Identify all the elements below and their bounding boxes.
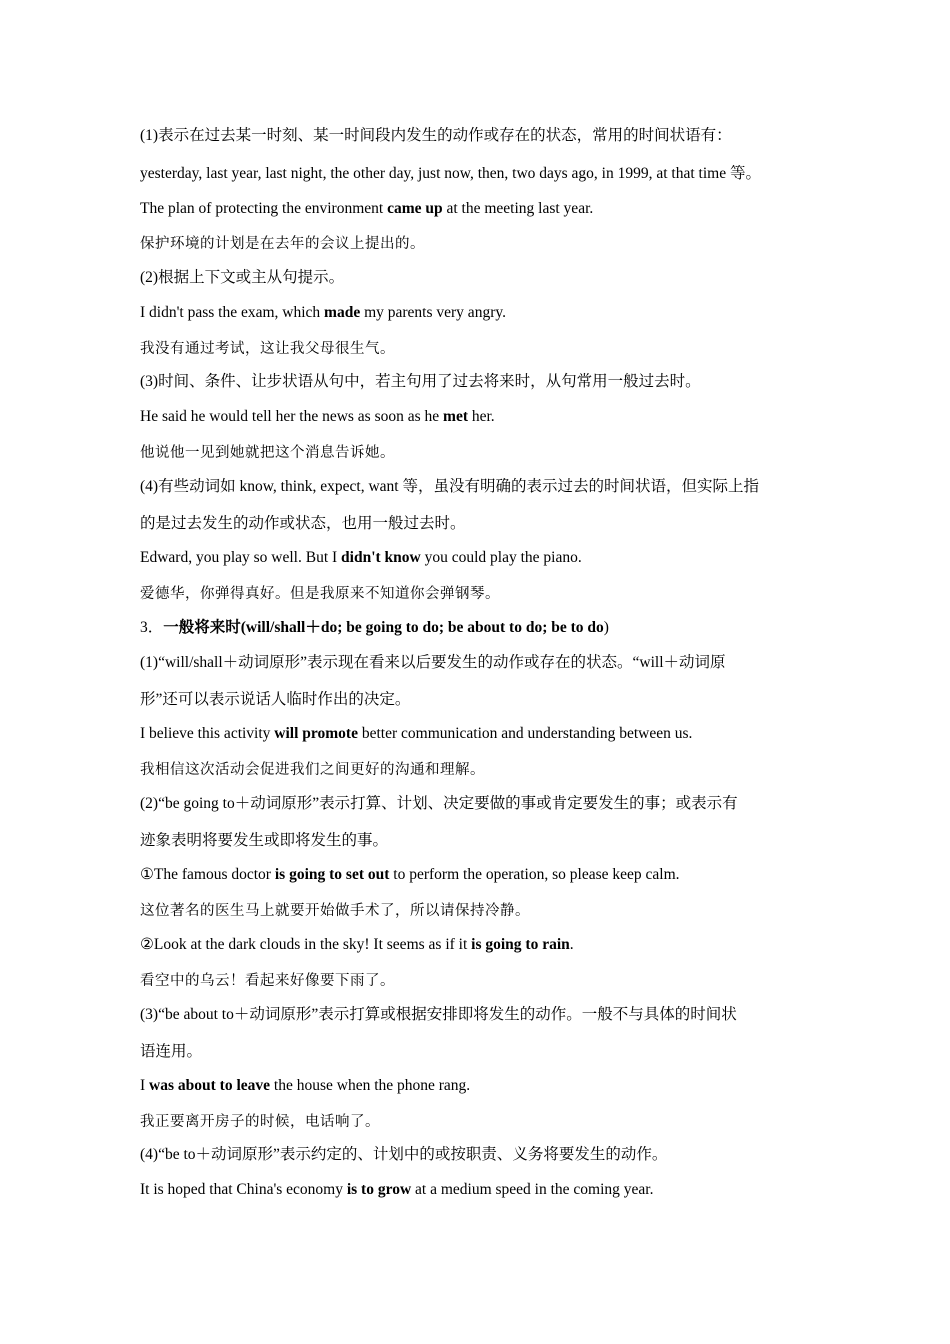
highlighted-verb: is going to rain	[471, 936, 570, 953]
paragraph-past-usage-4-cont: 的是过去发生的动作或状态，也用一般过去时。	[140, 515, 466, 532]
paragraph-past-usage-4: (4)有些动词如 know, think, expect, want 等，虽没有明确的表示过去的时间状语，但实际上指	[140, 478, 759, 495]
example-translation: 看空中的乌云！看起来好像要下雨了。	[140, 973, 395, 989]
example-translation: 他说他一见到她就把这个消息告诉她。	[140, 445, 395, 461]
paragraph-future-usage-3: (3)“be about to＋动词原形”表示打算或根据安排即将发生的动作。一般不与具体的时间状	[140, 1006, 737, 1023]
paragraph-past-usage-3: (3)时间、条件、让步状语从句中，若主句用了过去将来时，从句常用一般过去时。	[140, 373, 701, 390]
paragraph-future-usage-2: (2)“be going to＋动词原形”表示打算、计划、决定要做的事或肯定要发生的事；或表示有	[140, 795, 738, 812]
time-adverbials-list: yesterday, last year, last night, the other day, just now, then, two days ago, in 1999, at that time 等。	[140, 165, 761, 182]
example-sentence: The plan of protecting the environment came up at the meeting last year.	[140, 200, 594, 217]
example-translation: 我没有通过考试，这让我父母很生气。	[140, 341, 395, 357]
example-sentence: I believe this activity will promote better communication and understanding between us.	[140, 725, 693, 742]
example-sentence: He said he would tell her the news as soon as he met her.	[140, 408, 495, 425]
paragraph-past-usage-1: (1)表示在过去某一时刻、某一时间段内发生的动作或存在的状态，常用的时间状语有：	[140, 127, 732, 144]
example-sentence: ①The famous doctor is going to set out to perform the operation, so please keep calm.	[140, 866, 680, 883]
example-translation: 爱德华，你弹得真好。但是我原来不知道你会弹钢琴。	[140, 586, 500, 602]
highlighted-verb: made	[324, 304, 361, 321]
example-translation: 保护环境的计划是在去年的会议上提出的。	[140, 236, 425, 252]
example-translation: 这位著名的医生马上就要开始做手术了，所以请保持冷静。	[140, 903, 530, 919]
paragraph-future-usage-1: (1)“will/shall＋动词原形”表示现在看来以后要发生的动作或存在的状态。“will＋动词原	[140, 654, 726, 671]
paragraph-future-usage-3-cont: 语连用。	[140, 1043, 203, 1060]
highlighted-verb: will promote	[274, 725, 358, 742]
paragraph-past-usage-2: (2)根据上下文或主从句提示。	[140, 269, 345, 286]
paragraph-future-usage-2-cont: 迹象表明将要发生或即将发生的事。	[140, 832, 389, 849]
paragraph-future-usage-1-cont: 形”还可以表示说话人临时作出的决定。	[140, 691, 411, 708]
highlighted-verb: is going to set out	[274, 866, 390, 883]
example-translation: 我正要离开房子的时候，电话响了。	[140, 1114, 380, 1130]
highlighted-verb: is to grow	[346, 1181, 412, 1198]
highlighted-verb: came up	[387, 200, 443, 217]
highlighted-verb: met	[443, 408, 468, 425]
example-sentence: I was about to leave the house when the phone rang.	[140, 1077, 471, 1094]
section-heading-future-tense: 3．一般将来时(will/shall＋do; be going to do; be about to do; be to do)	[140, 619, 609, 636]
highlighted-verb: didn't know	[341, 549, 421, 566]
example-sentence: It is hoped that China's economy is to grow at a medium speed in the coming year.	[140, 1181, 654, 1198]
section-heading-title: 一般将来时(will/shall＋do; be going to do; be about to do; be to do	[163, 619, 604, 636]
example-sentence: ②Look at the dark clouds in the sky! It seems as if it is going to rain.	[140, 936, 574, 953]
example-sentence: I didn't pass the exam, which made my parents very angry.	[140, 304, 506, 321]
example-sentence: Edward, you play so well. But I didn't know you could play the piano.	[140, 549, 582, 566]
paragraph-future-usage-4: (4)“be to＋动词原形”表示约定的、计划中的或按职责、义务将要发生的动作。	[140, 1146, 668, 1163]
highlighted-verb: was about to leave	[149, 1077, 271, 1094]
example-translation: 我相信这次活动会促进我们之间更好的沟通和理解。	[140, 762, 485, 778]
